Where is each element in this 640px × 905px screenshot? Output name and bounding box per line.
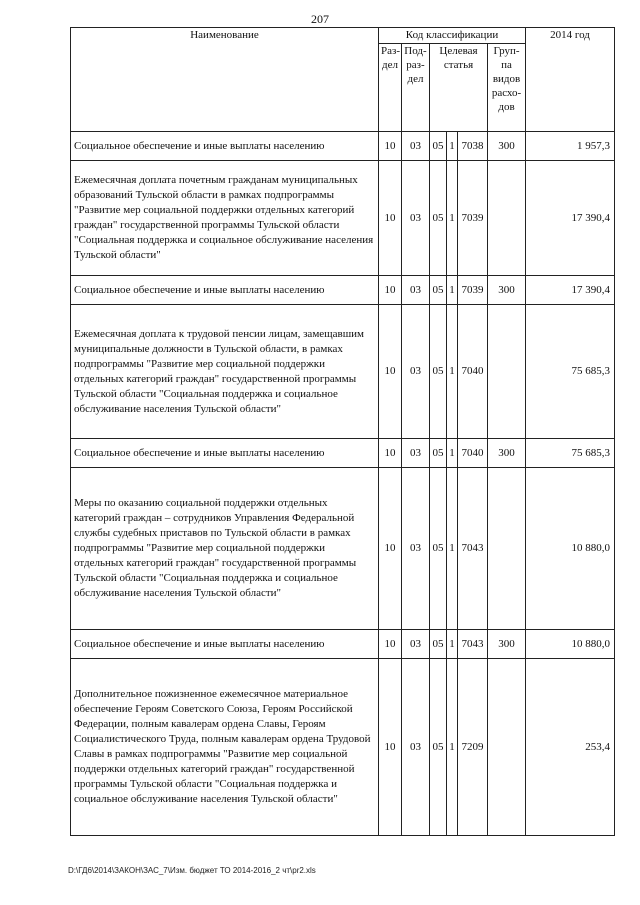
cell-c2: 1	[447, 276, 458, 305]
cell-amount: 17 390,4	[526, 161, 615, 276]
cell-name: Социальное обеспечение и иные выплаты населению	[71, 439, 379, 468]
cell-group	[488, 161, 526, 276]
cell-razdel: 10	[379, 439, 402, 468]
cell-group: 300	[488, 439, 526, 468]
budget-table	[70, 27, 615, 836]
cell-c3: 7040	[458, 305, 488, 439]
cell-podrazdel: 03	[402, 161, 430, 276]
cell-c3: 7039	[458, 276, 488, 305]
cell-group: 300	[488, 276, 526, 305]
cell-razdel: 10	[379, 305, 402, 439]
header-group: Груп- па видов расхо- дов	[488, 44, 526, 132]
cell-c1: 05	[430, 659, 447, 836]
cell-c1: 05	[430, 161, 447, 276]
cell-c3: 7043	[458, 630, 488, 659]
header-podrazdel: Под- раз- дел	[402, 44, 430, 132]
cell-c3: 7039	[458, 161, 488, 276]
cell-group: 300	[488, 630, 526, 659]
cell-c2: 1	[447, 630, 458, 659]
cell-c1: 05	[430, 439, 447, 468]
cell-podrazdel: 03	[402, 132, 430, 161]
cell-podrazdel: 03	[402, 305, 430, 439]
cell-amount: 75 685,3	[526, 439, 615, 468]
table-row	[71, 305, 615, 439]
table-row	[71, 132, 615, 161]
cell-c2: 1	[447, 132, 458, 161]
cell-name: Социальное обеспечение и иные выплаты населению	[71, 630, 379, 659]
cell-podrazdel: 03	[402, 630, 430, 659]
cell-group	[488, 305, 526, 439]
cell-razdel: 10	[379, 659, 402, 836]
table-row	[71, 439, 615, 468]
cell-name: Ежемесячная доплата почетным гражданам муниципальных образований Тульской области в рамках подпрограммы "Развитие мер социальной поддержки отдельных категорий граждан" государственной программы Тульской области "Социальная поддержка и социальное обслуживание населения Тульской области"	[71, 161, 379, 276]
cell-razdel: 10	[379, 276, 402, 305]
cell-c3: 7043	[458, 468, 488, 630]
page-number: 207	[311, 12, 329, 26]
cell-c2: 1	[447, 439, 458, 468]
cell-razdel: 10	[379, 630, 402, 659]
cell-group	[488, 659, 526, 836]
cell-amount: 10 880,0	[526, 468, 615, 630]
cell-c1: 05	[430, 468, 447, 630]
cell-name: Социальное обеспечение и иные выплаты населению	[71, 132, 379, 161]
table-body	[71, 132, 615, 836]
cell-group	[488, 468, 526, 630]
table-row	[71, 630, 615, 659]
header-code: Код классификации	[379, 28, 526, 44]
cell-c1: 05	[430, 305, 447, 439]
cell-group: 300	[488, 132, 526, 161]
cell-name: Ежемесячная доплата к трудовой пенсии лицам, замещавшим муниципальные должности в Тульской области, в рамках подпрограммы "Развитие мер социальной поддержки отдельных категорий граждан" государственной программы Тульской области "Социальная поддержка и социальное обслуживание населения Тульской области"	[71, 305, 379, 439]
cell-name: Дополнительное пожизненное ежемесячное материальное обеспечение Героям Советского Союза, Героям Российской Федерации, полным кавалерам ордена Славы, Героям Социалистического Труда, полным кавалерам ордена Трудовой Славы в рамках подпрограммы "Развитие мер социальной поддержки отдельных категорий граждан" государственной программы Тульской области "Социальная поддержка и социальное обслуживание населения Тульской области"	[71, 659, 379, 836]
cell-c2: 1	[447, 468, 458, 630]
table-row	[71, 659, 615, 836]
header-year: 2014 год	[526, 28, 615, 132]
cell-c2: 1	[447, 659, 458, 836]
cell-c1: 05	[430, 132, 447, 161]
cell-razdel: 10	[379, 161, 402, 276]
cell-podrazdel: 03	[402, 439, 430, 468]
cell-c3: 7040	[458, 439, 488, 468]
header-razdel: Раз- дел	[379, 44, 402, 132]
cell-podrazdel: 03	[402, 659, 430, 836]
cell-amount: 253,4	[526, 659, 615, 836]
cell-c2: 1	[447, 161, 458, 276]
cell-podrazdel: 03	[402, 276, 430, 305]
table-row	[71, 161, 615, 276]
cell-c3: 7209	[458, 659, 488, 836]
cell-amount: 75 685,3	[526, 305, 615, 439]
cell-c2: 1	[447, 305, 458, 439]
table-row	[71, 276, 615, 305]
cell-c1: 05	[430, 630, 447, 659]
header-target: Целевая статья	[430, 44, 488, 132]
cell-razdel: 10	[379, 132, 402, 161]
cell-podrazdel: 03	[402, 468, 430, 630]
cell-amount: 10 880,0	[526, 630, 615, 659]
cell-c1: 05	[430, 276, 447, 305]
cell-razdel: 10	[379, 468, 402, 630]
cell-name: Меры по оказанию социальной поддержки отдельных категорий граждан – сотрудников Управления Федеральной службы судебных приставов по Тульской области в рамках подпрограммы "Развитие мер социальной поддержки отдельных категорий граждан" государственной программы Тульской области "Социальная поддержка и социальное обслуживание населения Тульской области"	[71, 468, 379, 630]
file-path-footer: D:\ГД6\2014\ЗАКОН\ЗАС_7\Изм. бюджет ТО 2014-2016_2 чт\pr2.xls	[68, 866, 316, 875]
cell-amount: 17 390,4	[526, 276, 615, 305]
cell-c3: 7038	[458, 132, 488, 161]
header-name: Наименование	[71, 28, 379, 132]
cell-name: Социальное обеспечение и иные выплаты населению	[71, 276, 379, 305]
cell-amount: 1 957,3	[526, 132, 615, 161]
table-row	[71, 468, 615, 630]
